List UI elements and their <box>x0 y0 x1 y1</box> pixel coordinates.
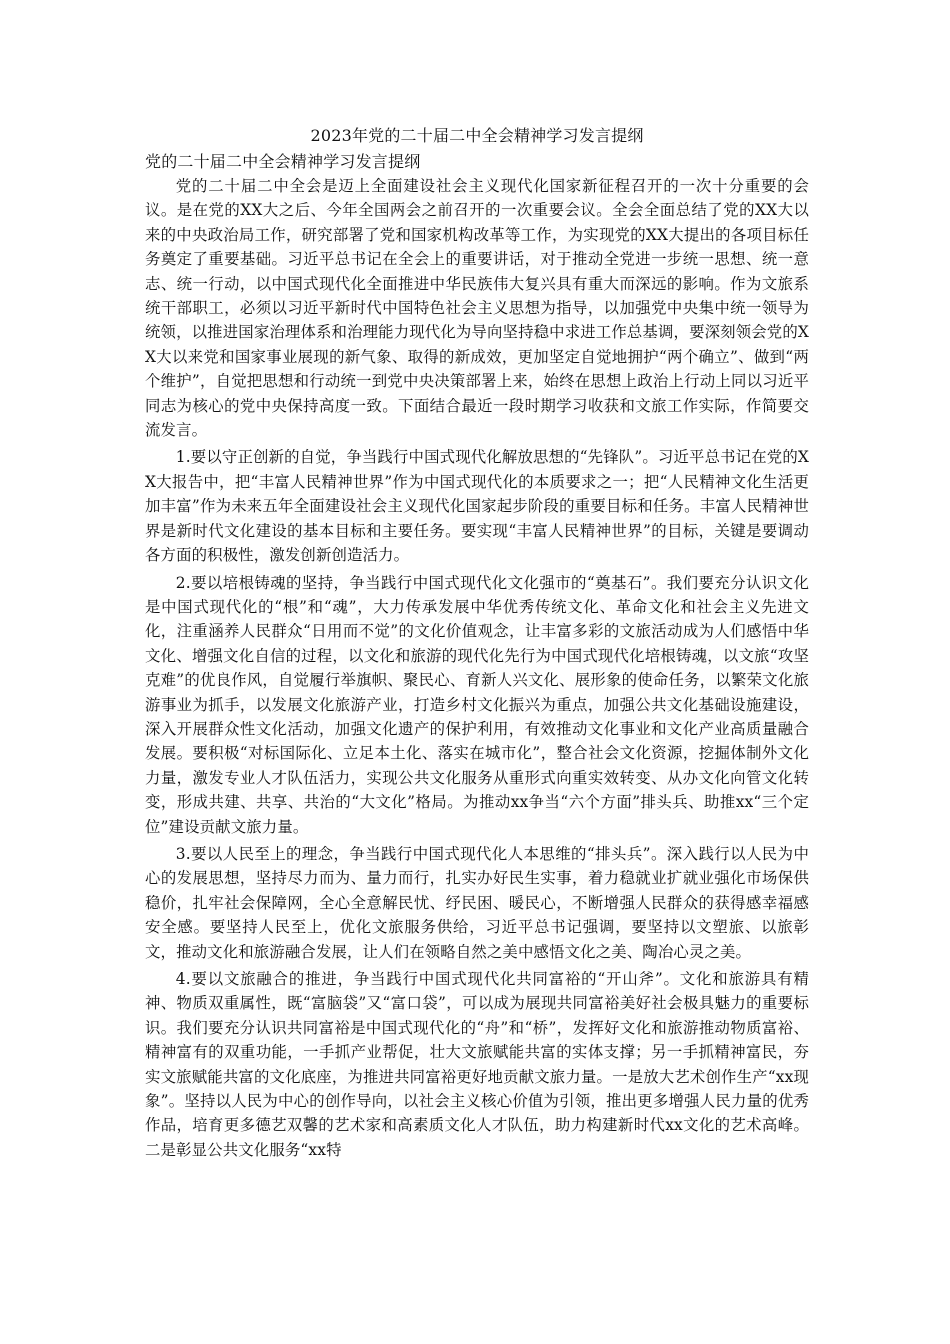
point-4-paragraph: 4.要以文旅融合的推进，争当践行中国式现代化共同富裕的“开山斧”。文化和旅游具有精神、物质双重属性，既“富脑袋”又“富口袋”，可以成为展现共同富裕美好社会极具魅力的重要标识。我们要充分认识共同富裕是中国式现代化的“舟”和“桥”，发挥好文化和旅游推动物质富裕、精神富有的双重功能，一手抓产业帮促，壮大文旅赋能共富的实体支撑；另一手抓精神富民，夯实文旅赋能共富的文化底座，为推进共同富裕更好地贡献文旅力量。一是放大艺术创作生产“xx现象”。坚持以人民为中心的创作导向，以社会主义核心价值为引领，推出更多增强人民力量的优秀作品，培育更多德艺双馨的艺术家和高素质文化人才队伍，助力构建新时代xx文化的艺术高峰。二是彰显公共文化服务“xx特 <box>145 970 809 1159</box>
document-subtitle: 党的二十届二中全会精神学习发言提纲 <box>145 152 421 171</box>
intro-paragraph: 党的二十届二中全会是迈上全面建设社会主义现代化国家新征程召开的一次十分重要的会议。是在党的XX大之后、今年全国两会之前召开的一次重要会议。全会全面总结了党的XX大以来的中央政治局工作，研究部署了党和国家机构改革等工作，为实现党的XX大提出的各项目标任务奠定了重要基础。习近平总书记在全会上的重要讲话，对于推动全党进一步统一思想、统一意志、统一行动，以中国式现代化全面推进中华民族伟大复兴具有重大而深远的影响。作为文旅系统干部职工，必须以习近平新时代中国特色社会主义思想为指导，以加强党中央集中统一领导为统领，以推进国家治理体系和治理能力现代化为导向坚持稳中求进工作总基调，要深刻领会党的XX大以来党和国家事业展现的新气象、取得的新成效，更加坚定自觉地拥护“两个确立”、做到“两个维护”，自觉把思想和行动统一到党中央决策部署上来，始终在思想上政治上行动上同以习近平同志为核心的党中央保持高度一致。下面结合最近一段时期学习收获和文旅工作实际，作简要交流发言。 <box>145 177 809 440</box>
document-title: 2023年党的二十届二中全会精神学习发言提纲 <box>310 126 644 145</box>
point-1-paragraph: 1.要以守正创新的自觉，争当践行中国式现代化解放思想的“先锋队”。习近平总书记在党的XX大报告中，把“丰富人民精神世界”作为中国式现代化的本质要求之一；把“人民精神文化生活更加丰富”作为未来五年全面建设社会主义现代化国家起步阶段的重要目标和任务。丰富人民精神世界是新时代文化建设的基本目标和主要任务。要实现“丰富人民精神世界”的目标，关键是要调动各方面的积极性，激发创新创造活力。 <box>145 448 809 565</box>
point-2-paragraph: 2.要以培根铸魂的坚持，争当践行中国式现代化文化强市的“奠基石”。我们要充分认识文化是中国式现代化的“根”和“魂”，大力传承发展中华优秀传统文化、革命文化和社会主义先进文化，注重涵养人民群众“日用而不觉”的文化价值观念，让丰富多彩的文旅活动成为人们感悟中华文化、增强文化自信的过程，以文化和旅游的现代化先行为中国式现代化培根铸魂，以文旅“攻坚克难”的优良作风，自觉履行举旗帜、聚民心、育新人兴文化、展形象的使命任务，以繁荣文化旅游事业为抓手，以发展文化旅游产业，打造乡村文化振兴为重点，加强公共文化基础设施建设，深入开展群众性文化活动，加强文化遗产的保护利用，有效推动文化事业和文化产业高质量融合发展。要积极“对标国际化、立足本土化、落实在城市化”，整合社会文化资源，挖掘体制外文化力量，激发专业人才队伍活力，实现公共文化服务从重形式向重实效转变、从办文化向管文化转变，形成共建、共享、共治的“大文化”格局。为推动xx争当“六个方面”排头兵、助推xx“三个定位”建设贡献文旅力量。 <box>145 573 809 836</box>
document-page <box>145 124 809 1165</box>
point-3-paragraph: 3.要以人民至上的理念，争当践行中国式现代化人本思维的“排头兵”。深入践行以人民为中心的发展思想，坚持尽力而为、量力而行，扎实办好民生实事，着力稳就业扩就业强化市场保供稳价，扎牢社会保障网，全心全意解民忧、纾民困、暖民心，不断增强人民群众的获得感幸福感安全感。要坚持人民至上，优化文旅服务供给，习近平总书记强调，要坚持以文塑旅、以旅彰文，推动文化和旅游融合发展，让人们在领略自然之美中感悟文化之美、陶冶心灵之美。 <box>145 844 809 961</box>
